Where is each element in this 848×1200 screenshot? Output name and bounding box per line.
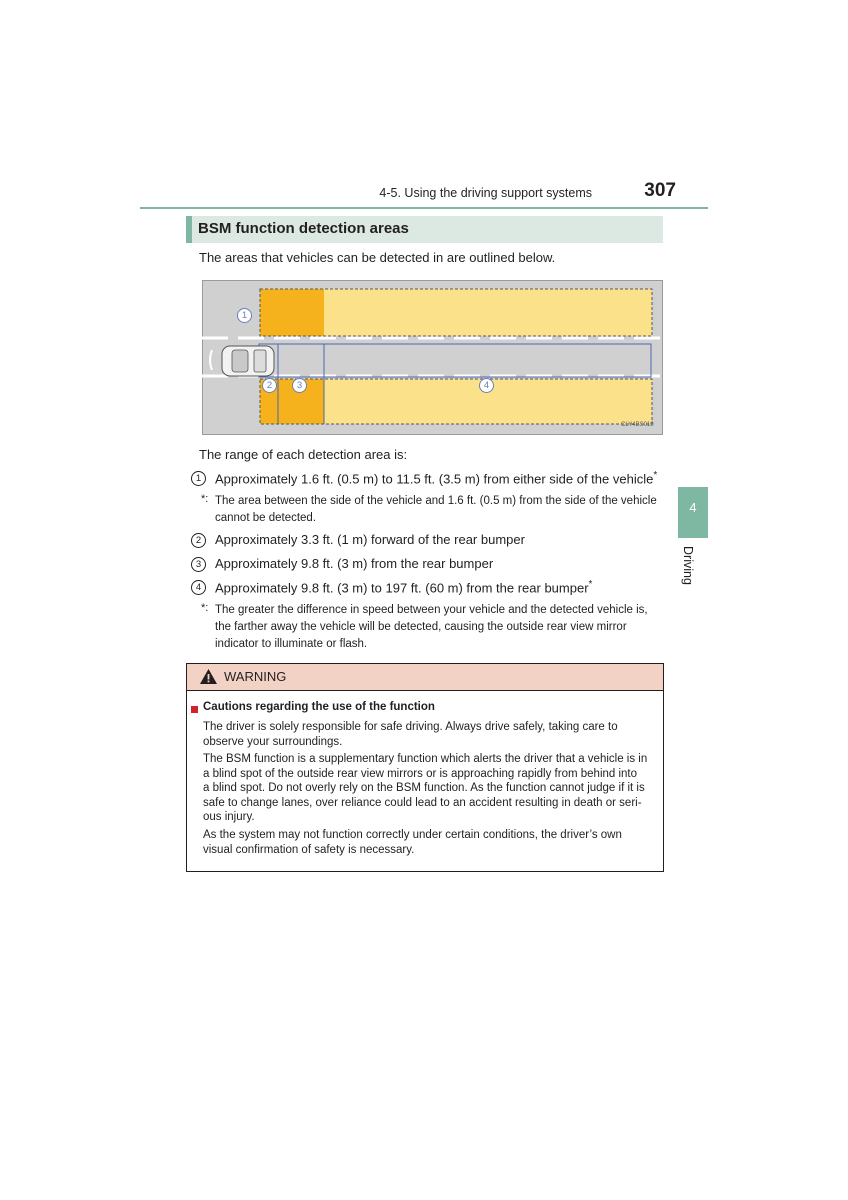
section-heading-accent [186, 216, 192, 243]
item-2-text: Approximately 3.3 ft. (1 m) forward of the rear bumper [215, 532, 525, 547]
chapter-label [681, 546, 695, 606]
callout-1: 1 [237, 308, 252, 323]
item-1-number: 1 [191, 471, 206, 486]
warning-triangle-icon [199, 668, 218, 690]
warning-subhead: Cautions regarding the use of the function [203, 701, 435, 713]
note-1-star: *: [201, 493, 209, 505]
item-3-text: Approximately 9.8 ft. (3 m) from the rear bumper [215, 556, 494, 571]
callout-3: 3 [292, 378, 307, 393]
item-3-number: 3 [191, 557, 206, 572]
callout-2: 2 [262, 378, 277, 393]
item-1-text: Approximately 1.6 ft. (0.5 m) to 11.5 ft. (3.5 m) from either side of the vehicle* [215, 470, 658, 487]
zone-1-dark [260, 289, 324, 336]
callout-4: 4 [479, 378, 494, 393]
warning-paragraph-3: As the system may not function correctly under certain conditions, the driver’s own visual confirmation of safety is necessary. [203, 829, 622, 856]
item-2-number: 2 [191, 533, 206, 548]
note-1-text: The area between the side of the vehicle and 1.6 ft. (0.5 m) from the side of the vehicle cannot be detected. [215, 495, 657, 524]
item-1-mark: * [653, 470, 658, 481]
section-title: BSM function detection areas [198, 220, 409, 237]
warning-paragraph-1: The driver is solely responsible for safe driving. Always drive safely, taking care to observe your surroundings. [203, 721, 618, 748]
running-header: 4-5. Using the driving support systems [379, 186, 592, 200]
note-2-star: *: [201, 602, 209, 614]
item-4-number: 4 [191, 580, 206, 595]
item-4-text: Approximately 9.8 ft. (3 m) to 197 ft. (60 m) from the rear bumper* [215, 579, 593, 596]
range-intro: The range of each detection area is: [199, 447, 408, 462]
header-rule [140, 207, 708, 209]
warning-paragraph-2: The BSM function is a supplementary function which alerts the driver that a vehicle is in a blind spot of the outside rear view mirrors or is approaching rapidly from behind into a blind spot. Do not overly rely on the BSM function. As the function cannot judge if it is safe to change lanes, over reliance could lead to an accident resulting in death or seri- ous injury. [203, 753, 648, 823]
chapter-label-text: Driving [681, 546, 695, 585]
intro-text: The areas that vehicles can be detected in are outlined below. [199, 250, 556, 265]
detection-area-diagram [202, 280, 663, 435]
note-2-text: The greater the difference in speed between your vehicle and the detected vehicle is, the farther away the vehicle will be detected, causing the outside rear view mirror indicator to illuminate or flash. [215, 604, 648, 650]
page-number: 307 [644, 180, 676, 201]
chapter-number: 4 [689, 500, 697, 515]
warning-title: WARNING [224, 669, 287, 684]
diagram-code: CLY4BS010 [621, 422, 654, 428]
item-4-mark: * [588, 579, 593, 590]
zone-4-upper-light [324, 289, 652, 336]
red-square-bullet-icon [191, 706, 198, 713]
